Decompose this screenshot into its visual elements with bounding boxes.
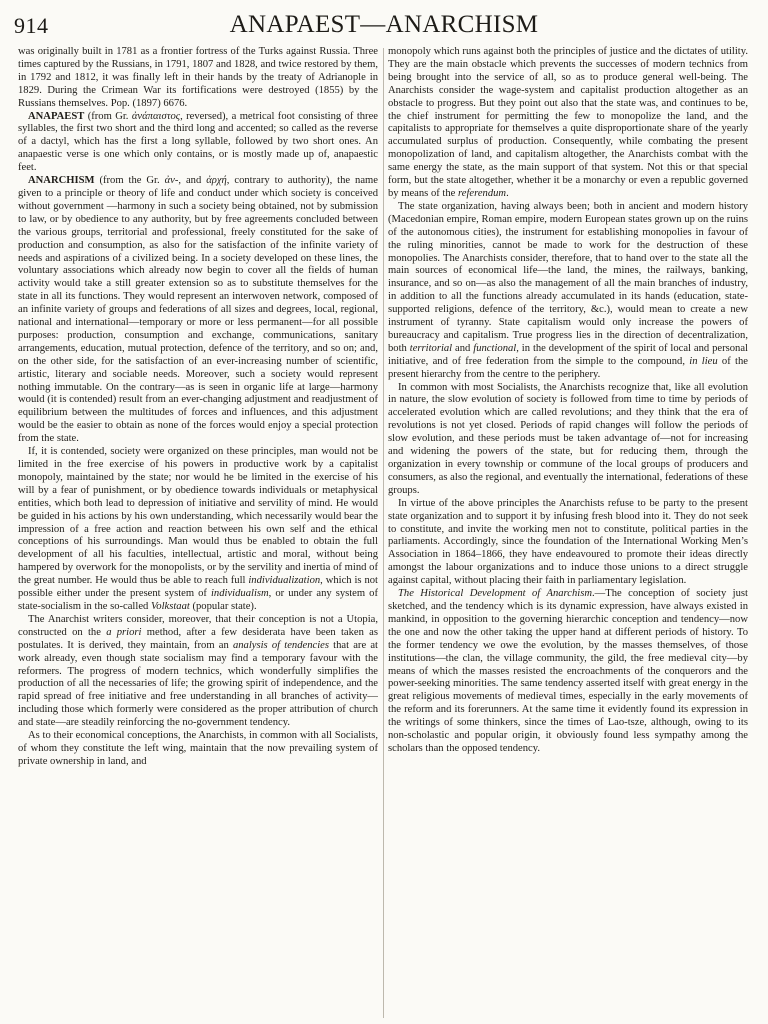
right-column <box>388 46 748 1022</box>
paragraph <box>18 614 378 730</box>
paragraph <box>18 46 378 111</box>
italic-text: Volkstaat <box>150 600 190 612</box>
paragraph <box>18 446 378 614</box>
entry-headword: ANAPAEST <box>28 110 85 122</box>
paragraph <box>18 175 378 446</box>
text-run: , reversed), a metrical foot consisting of three syllables, the first two short and the third long and accented; so called as the reverse of a dactyl, which has the first a long syllable, followed by two short ones. An anapaestic verse is one which only contains, or is mostly made up of, anapaestic feet. <box>18 110 378 174</box>
italic-text: ἀνάπαιστος <box>131 110 181 122</box>
text-run: As to their economical conceptions, the Anarchists, in common with all Socialists, of whom they constitute the left wing, maintain that the now prevailing system of private ownership in land, and <box>18 730 378 767</box>
text-run: was originally built in 1781 as a frontier fortress of the Turks against Russia. Three times captured by the Russians, in 1791, 1807 and 1828, and twice restored by them, in 1792 and 1812, it was finally left in their hands by the treaty of Adrianople in 1829. During the Crimean War its fortifications were destroyed (1855) by the Russians themselves. Pop. (1897) 6676. <box>18 46 378 109</box>
column-divider <box>383 48 384 1018</box>
page-number: 914 <box>14 13 49 38</box>
text-run: If, it is contended, society were organized on these principles, man would not be limited in the free exercise of his powers in productive work by a capitalist monopoly, maintained by the state; nor would he be limited in the exercise of his will by a fear of punishment, or by obedience towards individuals or metaphysical entities, which both lead to depression of initiative and servility of mind. He would be guided in his actions by his own understanding, which necessarily would bear the impression of a free action and reaction between his own self and the ethical conceptions of his surroundings. Man would thus be enabled to obtain the full development of all his faculties, intellectual, artistic and moral, without being hampered by overwork for the monopolists, or by the servility and inertia of mind of the great number. He would thus be able to reach full <box>18 446 378 587</box>
entry-headword: ANARCHISM <box>28 175 95 187</box>
italic-text: in lieu <box>689 355 718 367</box>
text-run: .—The conception of society just sketched, and the tendency which is its dynamic expression, have always existed in mankind, in opposition to the governing hierarchic conception and tendency—now the one and now the other taking the upper hand at different periods of history. To the former tendency we owe the evolution, by the masses themselves, of those institutions—the clan, the village community, the gild, the free medieval city—by means of which the masses resisted the encroachments of the conquerors and the power-seeking minorities. The same tendency asserted itself with great energy in the great religious movements of medieval times, especially in the early movements of the reform and its forerunners. At the same time it evidently found its expression in the writings of some thinkers, since the times of Lao-tsze, although, owing to its non-scholastic and popular origin, it obviously found less sympathy among the scholars than the opposed tendency. <box>388 588 748 754</box>
text-run: , which is not possible either under the present system of <box>18 575 378 600</box>
text-run: , in the development of the spirit of local and personal initiative, and of free federation from the simple to the compound, <box>388 342 748 367</box>
italic-text: individualization <box>248 575 321 587</box>
running-head: ANAPAEST—ANARCHISM <box>229 11 539 38</box>
italic-text: individualism <box>210 588 269 600</box>
text-run: , or under any system of state-socialism in the so-called <box>18 588 378 612</box>
italic-text: referendum <box>458 187 507 199</box>
italic-text: The Historical Development of Anarchism <box>398 588 592 600</box>
text-run: (from Gr. <box>84 110 132 122</box>
italic-text: a priori <box>106 626 142 638</box>
text-run: (popular state). <box>189 600 257 612</box>
text-run: The Anarchist writers consider, moreover, that their conception is not a Utopia, constructed on the <box>18 613 378 638</box>
text-run: of the present hierarchy from the centre to the periphery. <box>388 355 748 380</box>
text-run: , and <box>178 175 207 187</box>
paragraph <box>388 588 748 756</box>
italic-text: territorial <box>409 342 453 354</box>
paragraph <box>18 730 378 769</box>
text-run: method, after a few desiderata have been taken as postulates. It is derived, they maintain, from an <box>18 626 378 651</box>
paragraph <box>388 201 748 382</box>
paragraph <box>388 46 748 201</box>
text-run: (from the Gr. <box>94 175 165 187</box>
text-run: The state organization, having always been; both in ancient and modern history (Macedonian empire, Roman empire, modern European states grown up on the ruins of the autonomous cities), the instrument for establishing monopolies in favour of the ruling minorities, cannot be made to work for the destruction of these monopolies. The Anarchists consider, therefore, that to hand over to the state all the main sources of economical life—the land, the mines, the railways, banking, insurance, and so on—as also the management of all the main branches of industry, in addition to all the functions already accumulated in its hands (education, state-supported religions, defence of the territory, &c.), would mean to create a new instrument of tyranny. State capitalism would only increase the powers of bureaucracy and capitalism. True progress lies in the direction of decentralization, both <box>388 200 748 354</box>
italic-text: ἀν- <box>164 175 179 187</box>
text-run: In common with most Socialists, the Anarchists recognize that, like all evolution in nature, the slow evolution of society is followed from time to time by periods of accelerated evolution which are called revolutions; and they think that the era of revolutions is not yet closed. Periods of rapid changes will follow the periods of slow evolution, and these periods must be taken advantage of—not for increasing and widening the powers of the state, but for reducing them, through the organization in every township or commune of the local groups of producers and consumers, as also the regional, and eventually the international, federations of these groups. <box>388 381 748 496</box>
text-run: monopoly which runs against both the principles of justice and the dictates of utility. They are the main obstacle which prevents the successes of modern technics from being brought into the service of all, so as to produce general well-being. The Anarchists consider the wage-system and capitalist production altogether as an obstacle to progress. But they point out also that the state was, and continues to be, the chief instrument for permitting the few to monopolize the land, and the capitalists to appropriate for themselves a quite disproportionate share of the yearly accumulated surplus of production. Consequently, while combating the present monopolization of land, and capitalism altogether, the Anarchists combat with the same energy the state, as the main support of that system. Not this or that special form, but the state altogether, whether it be a monarchy or even a republic governed by means of the <box>388 46 748 199</box>
paragraph <box>18 111 378 176</box>
italic-text: ἀρχή <box>206 175 227 187</box>
text-run: that are at work already, even though state socialism may find a temporary favour with the reformers. The progress of modern technics, which wonderfully simplifies the production of all the necessaries of life; the growing spirit of independence, and the rapid spread of free initiative and free understanding in all branches of activity—including those which formerly were considered as the proper attribution of church and state—are steadily reinforcing the no-government tendency. <box>18 639 378 729</box>
paragraph <box>388 498 748 588</box>
left-column <box>18 46 378 1022</box>
text-run: In virtue of the above principles the Anarchists refuse to be party to the present state organization and to support it by infusing fresh blood into it. They do not seek to constitute, and invite the working men not to constitute, political parties in the parliaments. Accordingly, since the foundation of the International Working Men’s Association in 1864–1866, they have endeavoured to promote their ideas directly amongst the labour organizations and to induce those unions to a direct struggle against capital, without placing their faith in parliamentary legislation. <box>388 497 748 587</box>
paragraph <box>388 382 748 498</box>
text-run: . <box>506 187 509 199</box>
italic-text: functional <box>473 342 517 354</box>
text-run: and <box>452 342 474 354</box>
page-header <box>0 0 768 52</box>
text-run: , contrary to authority), the name given to a principle or theory of life and conduct under which society is conceived without government —harmony in such a society being obtained, not by submission to law, or by obedience to any authority, but by free agreements concluded between the various groups, territorial and professional, freely constituted for the sake of production and consumption, as also for the satisfaction of the infinite variety of needs and aspirations of a civilized being. In a society developed on these lines, the voluntary associations which already now begin to cover all the fields of human activity would take a still greater extension so as to substitute themselves for the state in all its functions. They would represent an interwoven network, composed of an infinite variety of groups and federations of all sizes and degrees, local, regional, national and international—temporary or more or less permanent—for all possible purposes: production, consumption and exchange, communications, sanitary arrangements, education, mutual protection, defence of the territory, and so on; and, on the other side, for the satisfaction of an ever-increasing number of scientific, artistic, literary and sociable needs. Moreover, such a society would represent nothing immutable. On the contrary—as is seen in organic life at large—harmony would (it is contended) result from an ever-changing adjustment and readjustment of equilibrium between the multitudes of forces and influences, and this adjustment would be the easier to obtain as none of the forces would enjoy a special protection from the state. <box>18 175 378 445</box>
italic-text: analysis of tendencies <box>232 639 329 651</box>
